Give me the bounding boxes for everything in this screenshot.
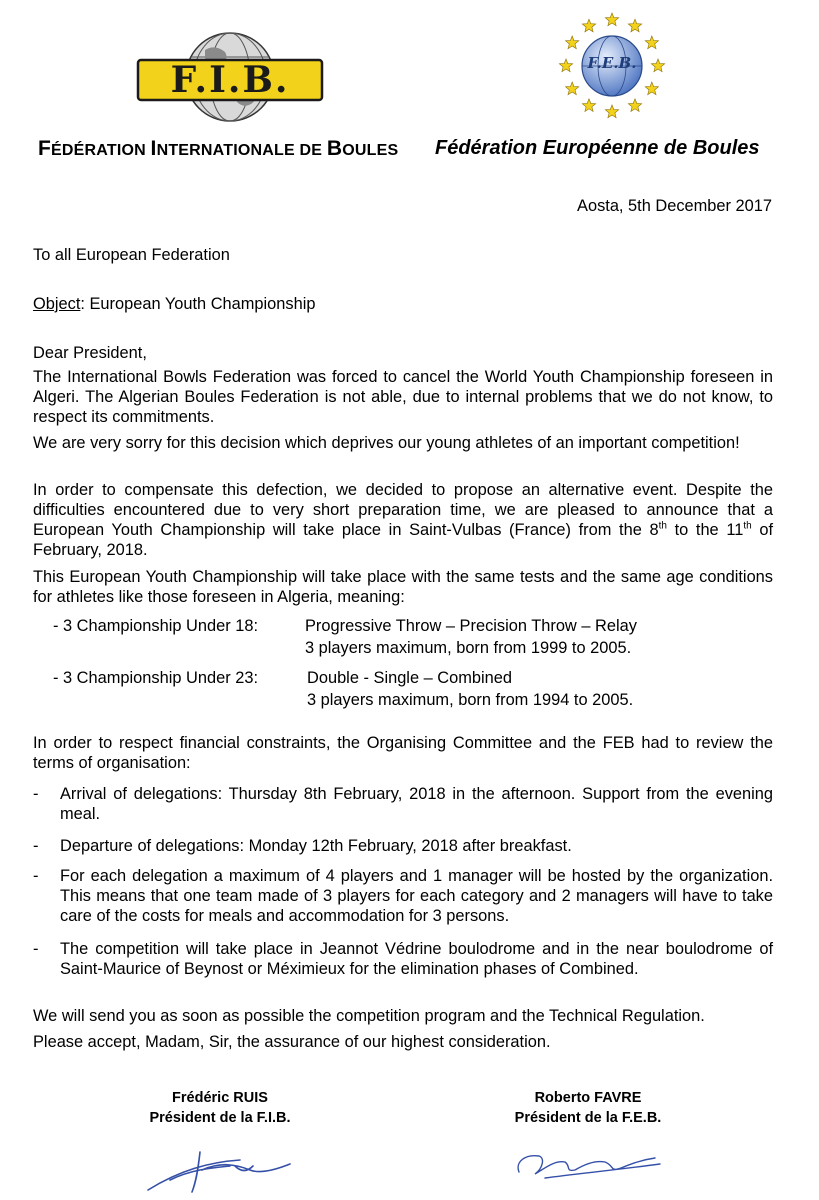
feb-logo-text: F.E.B. [587, 54, 637, 72]
paragraph-5: In order to respect financial constraints, the Organising Committee and the FEB had to review the terms of organisation: [33, 734, 773, 772]
category-events: Progressive Throw – Precision Throw – Relay [305, 617, 637, 635]
category-players: 3 players maximum, born from 1994 to 2005. [307, 691, 634, 709]
bullet-marker: - [33, 867, 39, 885]
star-icon [645, 36, 658, 49]
star-icon [566, 82, 579, 95]
paragraph-4: This European Youth Championship will take place with the same tests and the same age conditions for athletes like those foreseen in Algeria, meaning: [33, 568, 773, 606]
paragraph-1: The International Bowls Federation was forced to cancel the World Youth Championship foreseen in Algeri. The Algerian Boules Federation is not able, due to internal problems that we do not know, to respect its commitments. [33, 368, 773, 426]
signatory-title: Président de la F.E.B. [514, 1110, 662, 1126]
bullet-item: Arrival of delegations: Thursday 8th February, 2018 in the afternoon. Support from the evening meal. [60, 785, 773, 823]
category-label: - 3 Championship Under 18: [53, 617, 258, 635]
bullet-marker: - [33, 837, 39, 855]
fib-name-word3: DE [299, 142, 323, 159]
paragraph-3-part-b: to the 11 [666, 521, 744, 539]
object-label: Object [33, 295, 81, 313]
star-icon [566, 36, 579, 49]
bullet-item: For each delegation a maximum of 4 players and 1 manager will be hosted by the organization. This means that one team made of 3 players for each category and 2 managers will have to take care of the costs for meals and accommodation for 3 persons. [60, 867, 773, 925]
recipient: To all European Federation [33, 246, 230, 264]
star-icon [605, 105, 618, 118]
bullet-item: Departure of delegations: Monday 12th February, 2018 after breakfast. [60, 837, 572, 855]
letter-date: Aosta, 5th December 2017 [577, 197, 772, 215]
bullet-marker: - [33, 940, 39, 958]
ordinal-suffix: th [658, 520, 667, 532]
fib-name-initial-f: F [38, 137, 52, 160]
category-players: 3 players maximum, born from 1999 to 2005. [305, 639, 632, 657]
star-icon [559, 59, 572, 72]
star-icon [645, 82, 658, 95]
star-icon [582, 99, 595, 112]
fib-logo-text: F.I.B. [170, 59, 290, 101]
fib-name-initial-b: B [326, 137, 343, 160]
fib-name-word2: NTERNATIONALE [156, 142, 295, 159]
paragraph-3 [33, 480, 773, 560]
star-icon [628, 19, 641, 32]
paragraph-2: We are very sorry for this decision which deprives our young athletes of an important competition! [33, 434, 740, 452]
signatory-name: Roberto FAVRE [534, 1090, 642, 1106]
fib-logo [135, 30, 325, 125]
object-line [33, 294, 773, 314]
paragraph-3-part-a: In order to compensate this defection, we decided to propose an alternative event. Despite the difficulties encountered due to very short preparation time, we are pleased to announce that a European Youth Championship will take place in Saint-Vulbas (France) from the 8 [33, 481, 773, 539]
fib-name [38, 137, 398, 161]
fib-name-initial-i: I [150, 137, 157, 160]
closing-2: Please accept, Madam, Sir, the assurance of our highest consideration. [33, 1033, 551, 1051]
star-icon [628, 99, 641, 112]
greeting: Dear President, [33, 344, 147, 362]
bullet-marker: - [33, 785, 39, 803]
feb-name: Fédération Européenne de Boules [435, 137, 760, 159]
category-events: Double - Single – Combined [307, 669, 513, 687]
signature-ruis [140, 1140, 310, 1198]
ordinal-suffix: th [743, 520, 752, 532]
signatory-title: Président de la F.I.B. [149, 1110, 291, 1126]
signatory-name: Frédéric RUIS [172, 1090, 268, 1106]
star-icon [582, 19, 595, 32]
star-icon [605, 13, 618, 26]
signature-favre [505, 1138, 675, 1188]
closing-1: We will send you as soon as possible the competition program and the Technical Regulation. [33, 1007, 705, 1025]
signatory-feb [488, 1088, 688, 1128]
bullet-item: The competition will take place in Jeannot Védrine boulodrome and in the near boulodrome of Saint-Maurice of Beynost or Méximieux for the elimination phases of Combined. [60, 940, 773, 978]
object-text: : European Youth Championship [80, 295, 316, 313]
fib-name-word4: OULES [342, 142, 399, 159]
paragraph-3-part-c: of February, 2018. [33, 521, 773, 559]
category-label: - 3 Championship Under 23: [53, 669, 258, 687]
signatory-fib [120, 1088, 320, 1128]
star-icon [651, 59, 664, 72]
feb-logo [556, 12, 668, 120]
fib-name-word1: ÉDÉRATION [51, 142, 146, 159]
